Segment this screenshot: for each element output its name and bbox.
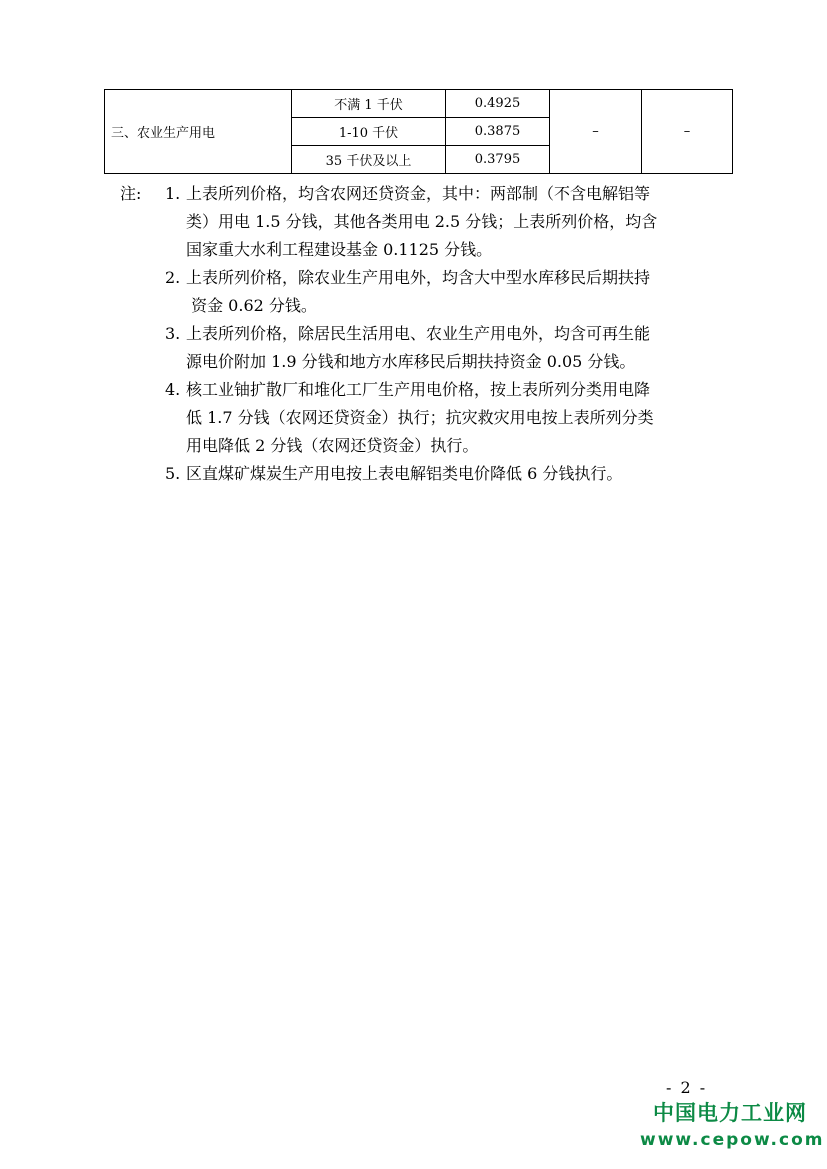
note-line: 用电降低 2 分钱（农网还贷资金）执行。 [186, 436, 479, 455]
note-line: 核工业铀扩散厂和堆化工厂生产用电价格，按上表所列分类用电降 [186, 380, 651, 399]
category-cell: 三、农业生产用电 [105, 90, 292, 174]
note-line: 源电价附加 1.9 分钱和地方水库移民后期扶持资金 0.05 分钱。 [186, 352, 636, 371]
electricity-price-table [104, 89, 733, 174]
note-number: 1. [165, 184, 181, 203]
watermark-url: www.cepow.com [640, 1130, 825, 1150]
site-watermark [640, 1098, 825, 1152]
notes-section [120, 180, 725, 488]
note-line: 上表所列价格，除农业生产用电外，均含大中型水库移民后期扶持 [186, 268, 651, 287]
note-number: 2. [165, 268, 181, 287]
table-row [105, 90, 733, 118]
note-number: 5. [165, 464, 181, 483]
note-number: 3. [165, 324, 181, 343]
voltage-cell: 35 千伏及以上 [292, 146, 446, 174]
note-line: 上表所列价格，除居民生活用电、农业生产用电外，均含可再生能 [186, 324, 651, 343]
note-line: 低 1.7 分钱（农网还贷资金）执行；抗灾救灾用电按上表所列分类 [186, 408, 654, 427]
price-cell: 0.4925 [446, 90, 550, 118]
note-line: 资金 0.62 分钱。 [186, 296, 317, 315]
note-number: 4. [165, 380, 181, 399]
voltage-cell: 1-10 千伏 [292, 118, 446, 146]
note-line: 上表所列价格，均含农网还贷资金，其中：两部制（不含电解铝等 [186, 184, 651, 203]
note-item [120, 180, 725, 264]
empty-cell-col5: – [642, 90, 733, 174]
note-line: 类）用电 1.5 分钱，其他各类用电 2.5 分钱；上表所列价格，均含 [186, 212, 658, 231]
note-line: 国家重大水利工程建设基金 0.1125 分钱。 [186, 240, 493, 259]
voltage-cell: 不满 1 千伏 [292, 90, 446, 118]
note-item [120, 264, 725, 320]
page-number: - 2 - [666, 1078, 708, 1097]
empty-cell-col4: – [550, 90, 642, 174]
price-cell: 0.3795 [446, 146, 550, 174]
price-cell: 0.3875 [446, 118, 550, 146]
note-item [120, 320, 725, 376]
watermark-name: 中国电力工业网 [653, 1101, 807, 1125]
note-item [120, 460, 725, 488]
notes-label: 注: [120, 184, 142, 203]
note-item [120, 376, 725, 460]
note-line: 区直煤矿煤炭生产用电按上表电解铝类电价降低 6 分钱执行。 [186, 464, 623, 483]
